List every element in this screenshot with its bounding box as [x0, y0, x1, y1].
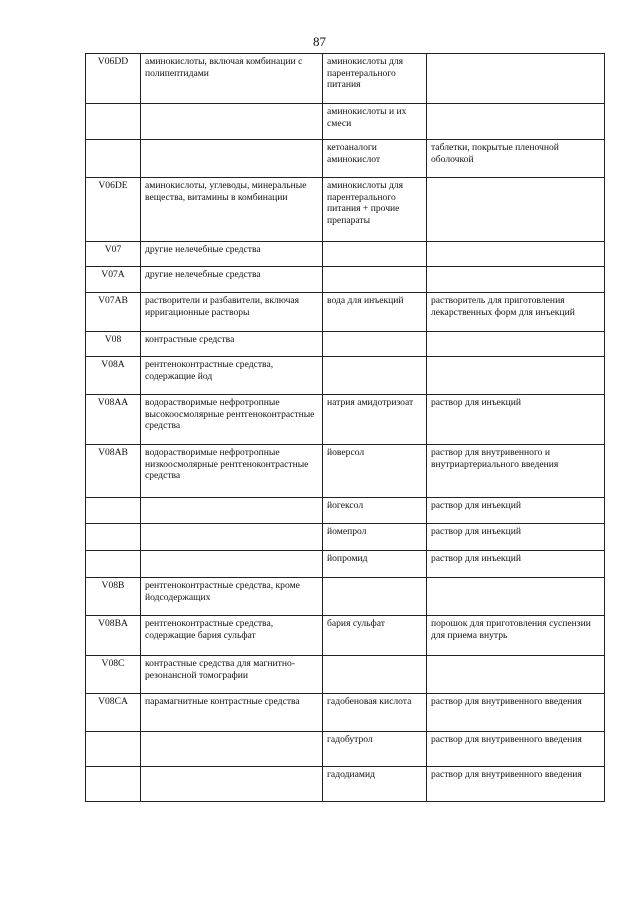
dosage-form-cell: раствор для внутривенного введения: [427, 767, 605, 802]
atc-code-cell: [86, 498, 141, 524]
atc-code-cell: [86, 732, 141, 767]
group-name-cell: водорастворимые нефротропные низкоосмолярные рентгеноконтрастные средства: [141, 445, 323, 498]
dosage-form-cell: раствор для внутривенного введения: [427, 732, 605, 767]
atc-code-cell: V08CA: [86, 694, 141, 732]
dosage-form-cell: раствор для инъекций: [427, 498, 605, 524]
table-row: [86, 694, 605, 732]
dosage-form-cell: [427, 578, 605, 616]
group-name-cell: [141, 104, 323, 140]
atc-code-cell: [86, 104, 141, 140]
substance-cell: гадодиамид: [323, 767, 427, 802]
group-name-cell: растворители и разбавители, включая ирригационные растворы: [141, 293, 323, 332]
dosage-form-cell: [427, 104, 605, 140]
atc-code-cell: V08: [86, 332, 141, 357]
substance-cell: аминокислоты для парентерального питания + прочие препараты: [323, 178, 427, 242]
atc-code-cell: V06DE: [86, 178, 141, 242]
table-row: [86, 242, 605, 267]
dosage-form-cell: порошок для приготовления суспензии для приема внутрь: [427, 616, 605, 656]
substance-cell: гадобеновая кислота: [323, 694, 427, 732]
atc-code-cell: V06DD: [86, 54, 141, 104]
substance-cell: йопромид: [323, 551, 427, 578]
group-name-cell: [141, 551, 323, 578]
atc-code-cell: [86, 551, 141, 578]
dosage-form-cell: [427, 656, 605, 694]
group-name-cell: контрастные средства: [141, 332, 323, 357]
table-row: [86, 656, 605, 694]
atc-code-cell: V08B: [86, 578, 141, 616]
group-name-cell: аминокислоты, углеводы, минеральные вещества, витамины в комбинации: [141, 178, 323, 242]
dosage-form-cell: таблетки, покрытые пленочной оболочкой: [427, 140, 605, 178]
substance-cell: [323, 332, 427, 357]
atc-code-cell: [86, 767, 141, 802]
table-row: [86, 140, 605, 178]
dosage-form-cell: раствор для инъекций: [427, 551, 605, 578]
group-name-cell: контрастные средства для магнитно-резонансной томографии: [141, 656, 323, 694]
substance-cell: [323, 578, 427, 616]
atc-code-cell: [86, 140, 141, 178]
group-name-cell: [141, 767, 323, 802]
table-row: [86, 445, 605, 498]
table-row: [86, 267, 605, 293]
atc-code-cell: V08AA: [86, 395, 141, 445]
table-row: [86, 578, 605, 616]
substance-cell: йомепрол: [323, 524, 427, 551]
table-row: [86, 104, 605, 140]
group-name-cell: аминокислоты, включая комбинации с полипептидами: [141, 54, 323, 104]
table-row: [86, 498, 605, 524]
group-name-cell: рентгеноконтрастные средства, содержащие бария сульфат: [141, 616, 323, 656]
atc-code-cell: [86, 524, 141, 551]
substance-cell: йоверсол: [323, 445, 427, 498]
group-name-cell: другие нелечебные средства: [141, 242, 323, 267]
group-name-cell: другие нелечебные средства: [141, 267, 323, 293]
table-row: [86, 395, 605, 445]
dosage-form-cell: растворитель для приготовления лекарственных форм для инъекций: [427, 293, 605, 332]
table-row: [86, 616, 605, 656]
atc-drug-table: [85, 53, 605, 802]
substance-cell: натрия амидотризоат: [323, 395, 427, 445]
substance-cell: [323, 242, 427, 267]
table-row: [86, 732, 605, 767]
dosage-form-cell: раствор для инъекций: [427, 524, 605, 551]
group-name-cell: [141, 732, 323, 767]
group-name-cell: рентгеноконтрастные средства, содержащие йод: [141, 357, 323, 395]
group-name-cell: рентгеноконтрастные средства, кроме йодсодержащих: [141, 578, 323, 616]
dosage-form-cell: [427, 332, 605, 357]
substance-cell: [323, 656, 427, 694]
table-row: [86, 767, 605, 802]
table-row: [86, 551, 605, 578]
atc-code-cell: V07: [86, 242, 141, 267]
group-name-cell: парамагнитные контрастные средства: [141, 694, 323, 732]
group-name-cell: [141, 140, 323, 178]
table-row: [86, 332, 605, 357]
group-name-cell: [141, 498, 323, 524]
substance-cell: [323, 267, 427, 293]
atc-code-cell: V08BA: [86, 616, 141, 656]
atc-code-cell: V07A: [86, 267, 141, 293]
page-number: 87: [313, 34, 326, 49]
substance-cell: аминокислоты и их смеси: [323, 104, 427, 140]
dosage-form-cell: [427, 178, 605, 242]
dosage-form-cell: раствор для внутривенного и внутриартериального введения: [427, 445, 605, 498]
table-row: [86, 54, 605, 104]
substance-cell: кетоаналоги аминокислот: [323, 140, 427, 178]
group-name-cell: [141, 524, 323, 551]
substance-cell: гадобутрол: [323, 732, 427, 767]
dosage-form-cell: [427, 357, 605, 395]
table-row: [86, 357, 605, 395]
dosage-form-cell: раствор для инъекций: [427, 395, 605, 445]
dosage-form-cell: раствор для внутривенного введения: [427, 694, 605, 732]
atc-code-cell: V08C: [86, 656, 141, 694]
substance-cell: аминокислоты для парентерального питания: [323, 54, 427, 104]
atc-code-cell: V08AB: [86, 445, 141, 498]
table-row: [86, 178, 605, 242]
substance-cell: йогексол: [323, 498, 427, 524]
table-row: [86, 524, 605, 551]
table-row: [86, 293, 605, 332]
dosage-form-cell: [427, 267, 605, 293]
substance-cell: бария сульфат: [323, 616, 427, 656]
dosage-form-cell: [427, 242, 605, 267]
dosage-form-cell: [427, 54, 605, 104]
atc-code-cell: V07AB: [86, 293, 141, 332]
substance-cell: вода для инъекций: [323, 293, 427, 332]
substance-cell: [323, 357, 427, 395]
atc-code-cell: V08A: [86, 357, 141, 395]
group-name-cell: водорастворимые нефротропные высокоосмолярные рентгеноконтрастные средства: [141, 395, 323, 445]
